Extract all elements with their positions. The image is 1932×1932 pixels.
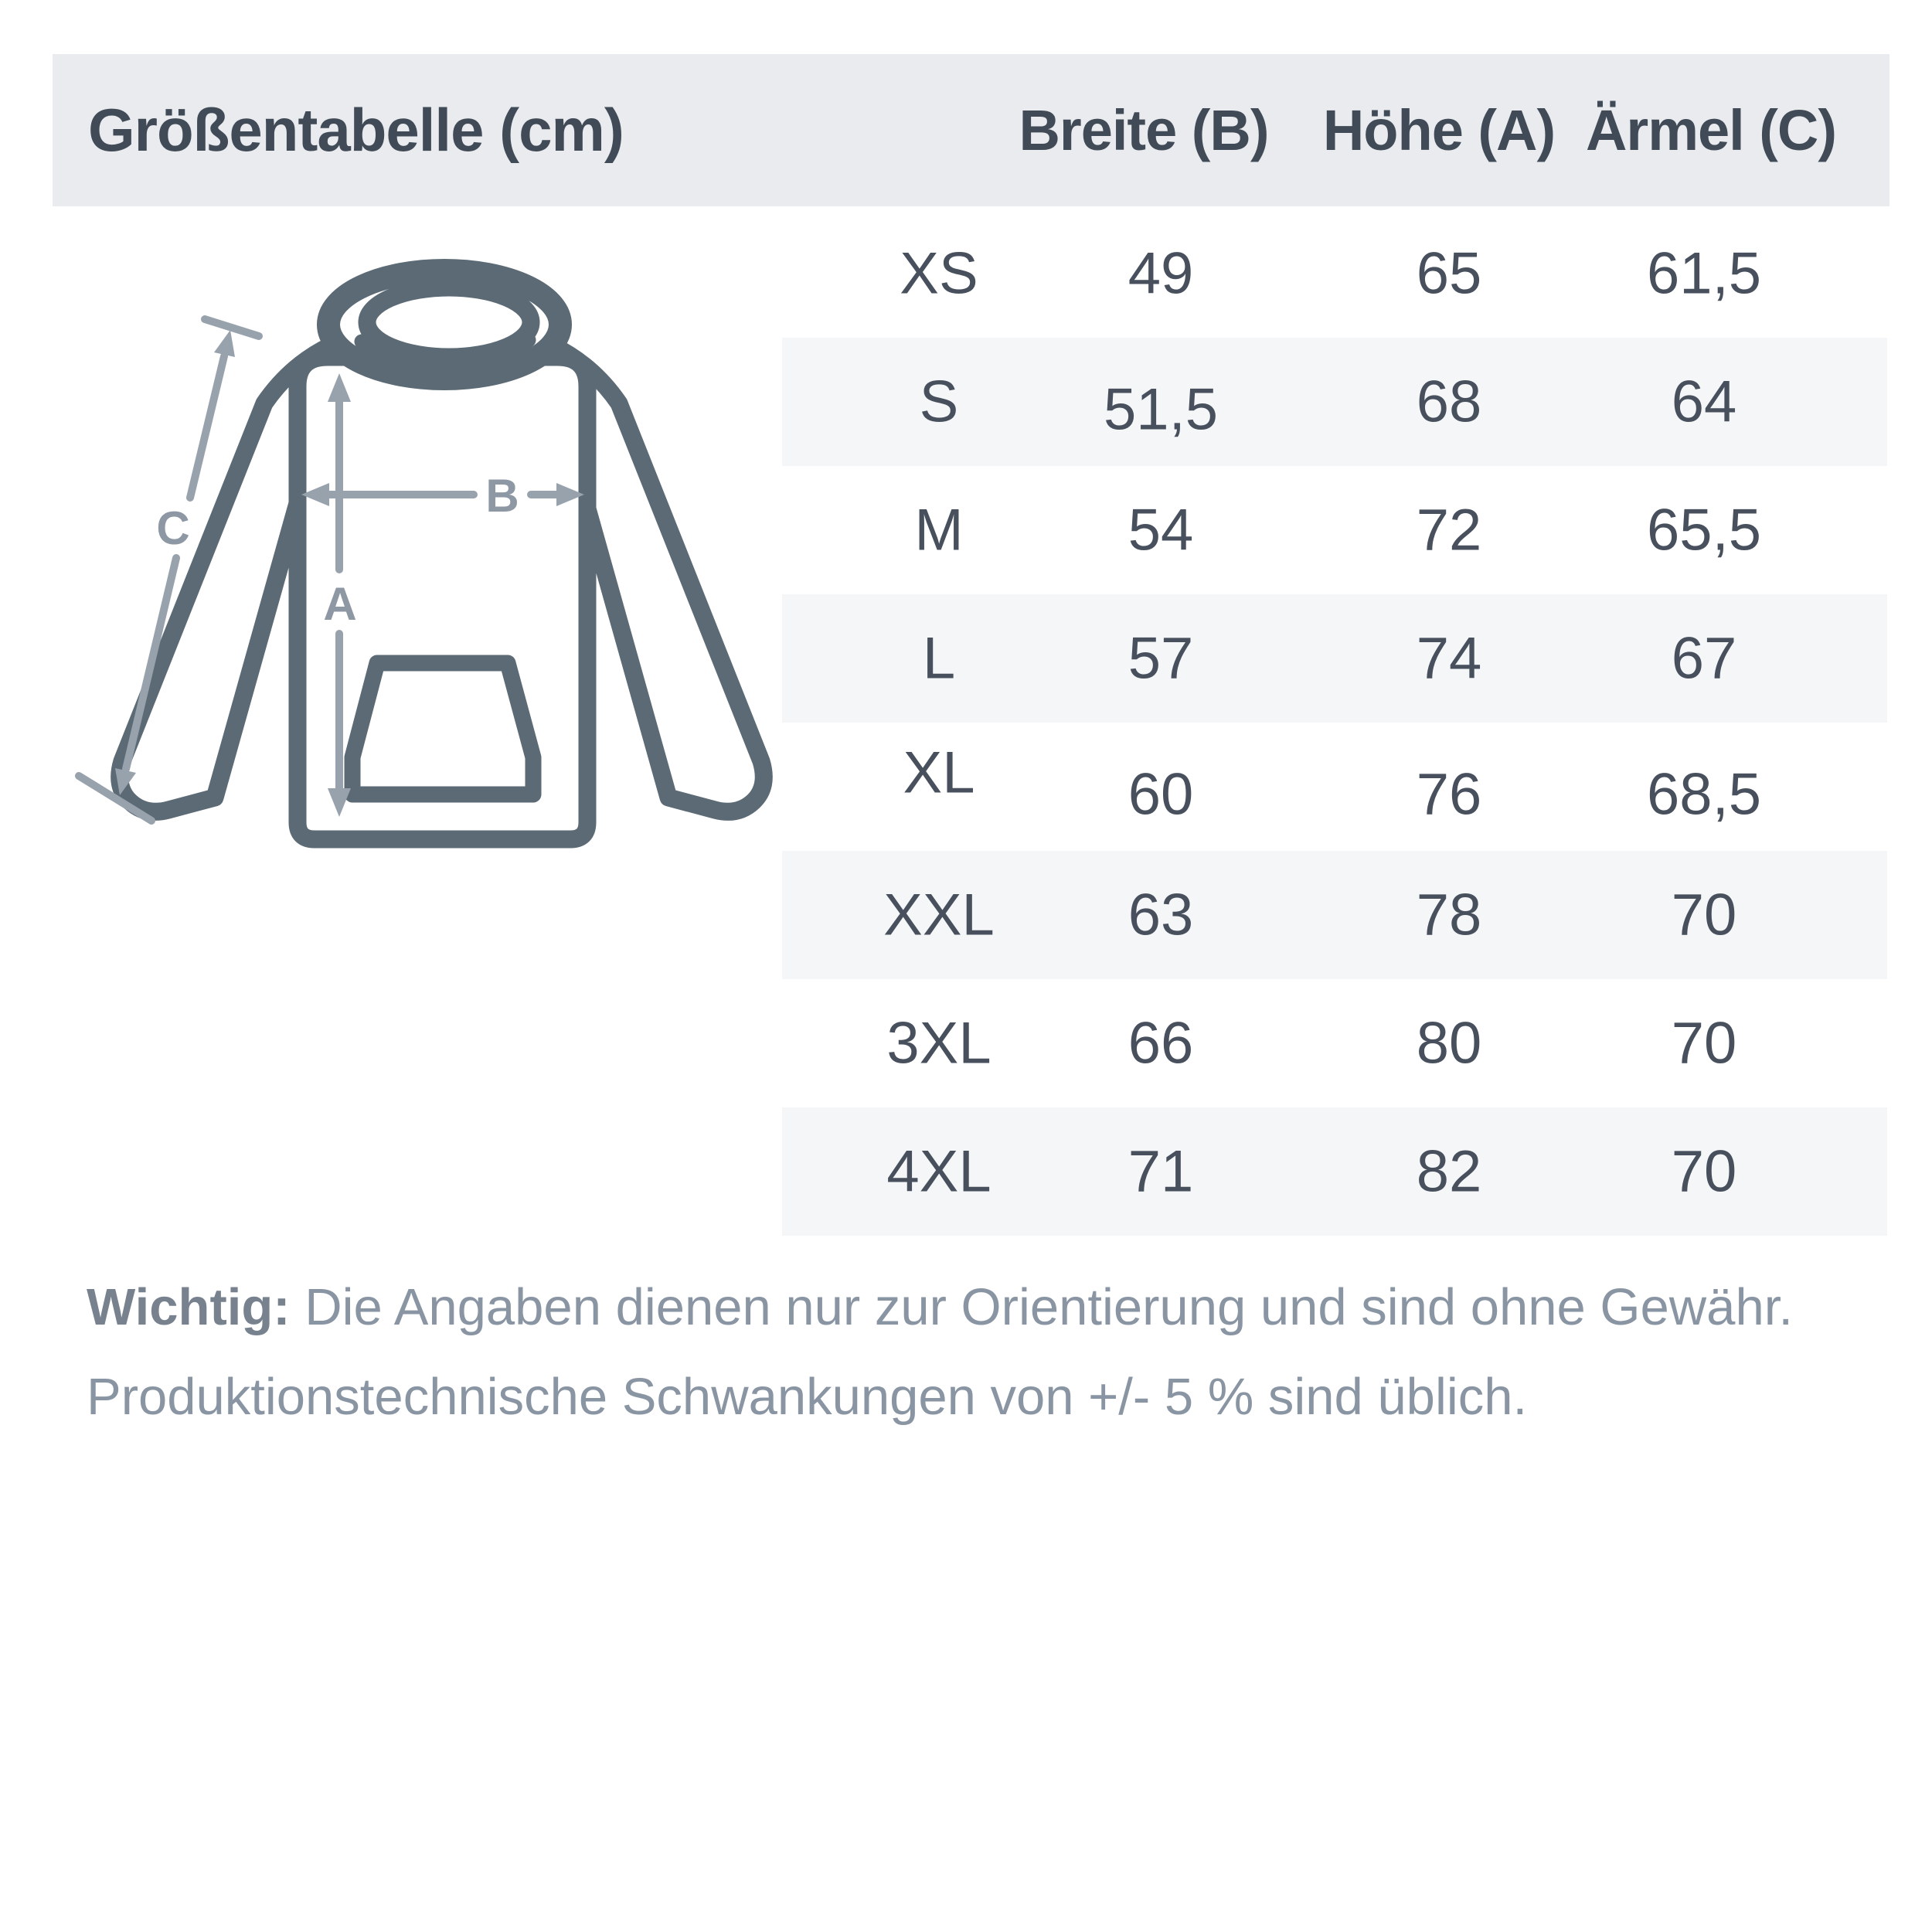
aermel-cell: 68,5 [1647,761,1761,828]
size-cell: XXL [883,882,995,948]
disclaimer-text-1: Die Angaben dienen nur zur Orientierung und sind ohne Gewähr. [290,1278,1793,1336]
disclaimer-line-2 [87,1352,1887,1442]
breite-cell: 66 [1128,1010,1194,1077]
aermel-cell: 67 [1671,625,1737,692]
column-header-hoehe: Höhe (A) [1322,98,1556,162]
page-title: Größentabelle (cm) [88,96,624,164]
aermel-cell: 61,5 [1647,240,1761,307]
breite-cell: 60 [1128,761,1194,828]
measure-label-c: C [156,502,190,554]
breite-cell: 63 [1128,882,1194,948]
hoehe-cell: 78 [1416,882,1482,948]
hoehe-cell: 68 [1416,369,1482,435]
aermel-cell: 70 [1671,1010,1737,1077]
column-header-breite: Breite (B) [1019,98,1269,162]
size-cell: XL [903,740,975,806]
size-cell: 4XL [886,1138,992,1205]
measure-c-tick-top [205,319,259,336]
hoehe-cell: 74 [1416,625,1482,692]
hood-inner-icon [367,287,531,357]
aermel-cell: 65,5 [1647,497,1761,563]
table-row-m [782,466,1887,594]
table-row-l [782,594,1887,723]
size-cell: S [919,369,959,435]
table-row-xxl [782,851,1887,979]
size-cell: 3XL [886,1010,992,1077]
disclaimer-line-1 [87,1263,1887,1352]
hoehe-cell: 72 [1416,497,1482,563]
breite-cell: 54 [1128,497,1194,563]
size-table [782,209,1887,1236]
hoehe-cell: 80 [1416,1010,1482,1077]
aermel-cell: 70 [1671,882,1737,948]
hoehe-cell: 76 [1416,761,1482,828]
disclaimer-text-2: Produktionstechnische Schwankungen von +/- 5 % sind üblich. [87,1368,1528,1426]
table-row-xs [782,209,1887,338]
size-cell: XS [900,240,978,307]
hoehe-cell: 65 [1416,240,1482,307]
size-cell: M [914,497,964,563]
measure-label-a: A [323,578,357,630]
table-row-3xl [782,979,1887,1107]
hoehe-cell: 82 [1416,1138,1482,1205]
table-row-s [782,338,1887,466]
breite-cell: 49 [1128,240,1194,307]
aermel-cell: 70 [1671,1138,1737,1205]
disclaimer-note [87,1263,1887,1442]
hoodie-pocket-icon [352,663,533,794]
breite-cell: 57 [1128,625,1194,692]
column-header-aermel: Ärmel (C) [1585,98,1837,162]
breite-cell: 51,5 [1104,376,1218,443]
size-chart-header [53,54,1889,206]
measure-label-b: B [485,470,519,522]
table-row-4xl [782,1107,1887,1236]
size-cell: L [922,625,956,692]
disclaimer-label: Wichtig: [87,1278,291,1336]
breite-cell: 71 [1128,1138,1194,1205]
table-row-xl [782,723,1887,851]
hoodie-measurement-diagram [46,216,781,912]
arrowhead-c-top-icon [214,330,235,357]
aermel-cell: 64 [1671,369,1737,435]
